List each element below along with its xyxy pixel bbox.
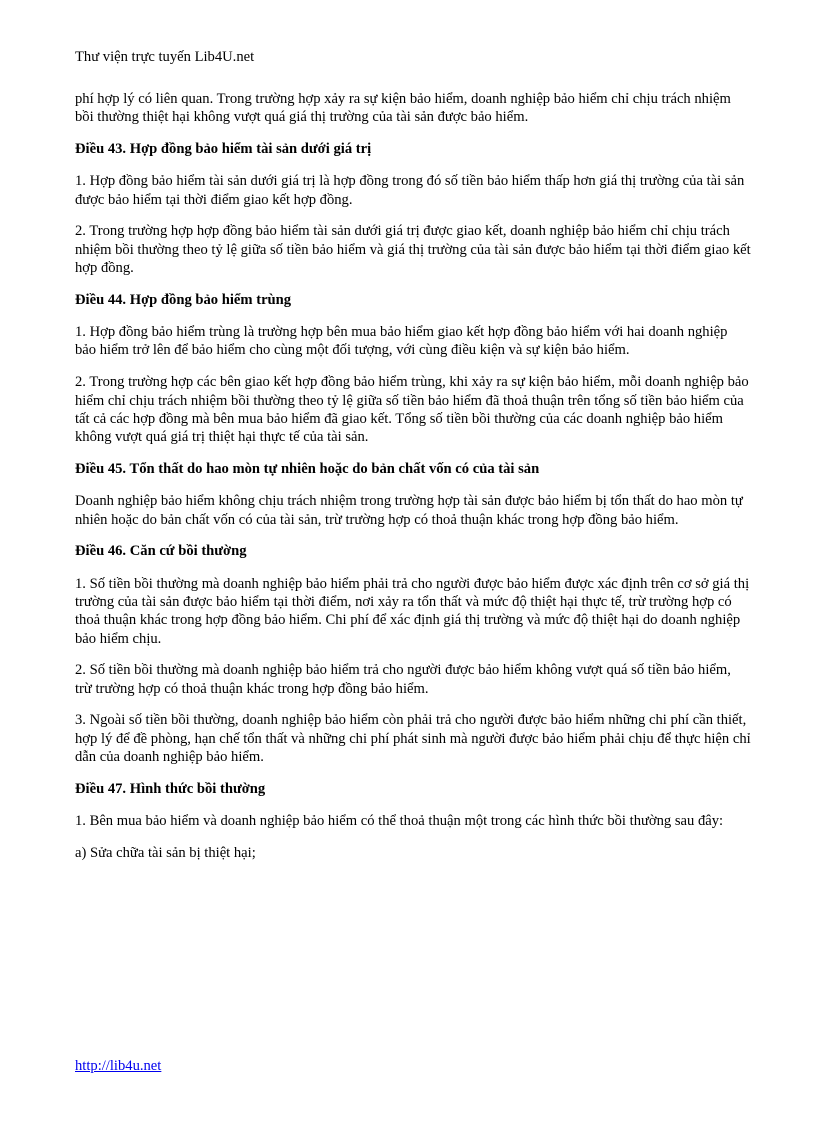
- article-44-heading: Điều 44. Hợp đồng bảo hiểm trùng: [75, 291, 292, 308]
- paragraph: phí hợp lý có liên quan. Trong trường hợp xảy ra sự kiện bảo hiểm, doanh nghiệp bảo hiểm chỉ chịu trách nhiệm bồi thường thiệt hại không vượt quá giá thị trường của tài sản được bảo hiểm.: [75, 91, 731, 126]
- paragraph: a) Sửa chữa tài sản bị thiệt hại;: [75, 844, 256, 861]
- article-46-heading: Điều 46. Căn cứ bồi thường: [75, 543, 247, 560]
- page-header: Thư viện trực tuyến Lib4U.net: [75, 49, 255, 65]
- article-47-heading: Điều 47. Hình thức bồi thường: [75, 780, 266, 797]
- paragraph: 2. Trong trường hợp hợp đồng bảo hiểm tài sản dưới giá trị được giao kết, doanh nghiệp bảo hiểm chỉ chịu trách nhiệm bồi thường theo tỷ lệ giữa số tiền bảo hiểm và giá thị trường của tài sản được bảo hiểm tại thời điểm giao kết hợp đồng.: [75, 223, 751, 277]
- paragraph: 1. Hợp đồng bảo hiểm trùng là trường hợp bên mua bảo hiểm giao kết hợp đồng bảo hiểm với hai doanh nghiệp bảo hiểm trở lên để bảo hiểm cho cùng một đối tượng, với cùng điều kiện và sự kiện bảo hiểm.: [75, 324, 728, 359]
- paragraph: Doanh nghiệp bảo hiểm không chịu trách nhiệm trong trường hợp tài sản được bảo hiểm bị tổn thất do hao mòn tự nhiên hoặc do bản chất vốn có của tài sản, trừ trường hợp có thoả thuận khác trong hợp đồng bảo hiểm.: [75, 493, 743, 528]
- paragraph: 2. Số tiền bồi thường mà doanh nghiệp bảo hiểm trả cho người được bảo hiểm không vượt quá số tiền bảo hiểm, trừ trường hợp có thoả thuận khác trong hợp đồng bảo hiểm.: [75, 662, 731, 697]
- article-43-heading: Điều 43. Hợp đồng bảo hiểm tài sản dưới giá trị: [75, 141, 372, 158]
- footer-link[interactable]: http://lib4u.net: [75, 1058, 162, 1074]
- page-footer: [75, 1057, 161, 1075]
- paragraph: 1. Số tiền bồi thường mà doanh nghiệp bảo hiểm phải trả cho người được bảo hiểm được xác định trên cơ sở giá thị trường của tài sản được bảo hiểm tại thời điểm, nơi xảy ra tổn thất và mức độ thiệt hại thực tế, trừ trường hợp có thoả thuận khác trong hợp đồng bảo hiểm. Chi phí để xác định giá thị trường và mức độ thiệt hại do doanh nghiệp bảo hiểm chịu.: [75, 575, 750, 647]
- paragraph: 1. Hợp đồng bảo hiểm tài sản dưới giá trị là hợp đồng trong đó số tiền bảo hiểm thấp hơn giá thị trường của tài sản được bảo hiểm tại thời điểm giao kết hợp đồng.: [75, 173, 745, 208]
- paragraph: 1. Bên mua bảo hiểm và doanh nghiệp bảo hiểm có thể thoả thuận một trong các hình thức bồi thường sau đây:: [75, 813, 724, 830]
- article-45-heading: Điều 45. Tổn thất do hao mòn tự nhiên hoặc do bản chất vốn có của tài sản: [75, 460, 540, 477]
- document-body: [75, 90, 751, 876]
- paragraph: 2. Trong trường hợp các bên giao kết hợp đồng bảo hiểm trùng, khi xảy ra sự kiện bảo hiểm, mỗi doanh nghiệp bảo hiểm chỉ chịu trách nhiệm bồi thường theo tỷ lệ giữa số tiền bảo hiểm đã thoả thuận trên tổng số tiền bảo hiểm của tất cả các hợp đồng mà bên mua bảo hiểm đã giao kết. Tổng số tiền bồi thường của các doanh nghiệp bảo hiểm không vượt quá giá trị thiệt hại thực tế của tài sản.: [75, 374, 749, 446]
- paragraph: 3. Ngoài số tiền bồi thường, doanh nghiệp bảo hiểm còn phải trả cho người được bảo hiểm những chi phí cần thiết, hợp lý để đề phòng, hạn chế tổn thất và những chi phí phát sinh mà người được bảo hiểm phải chịu để thực hiện chỉ dẫn của doanh nghiệp bảo hiểm.: [75, 712, 751, 766]
